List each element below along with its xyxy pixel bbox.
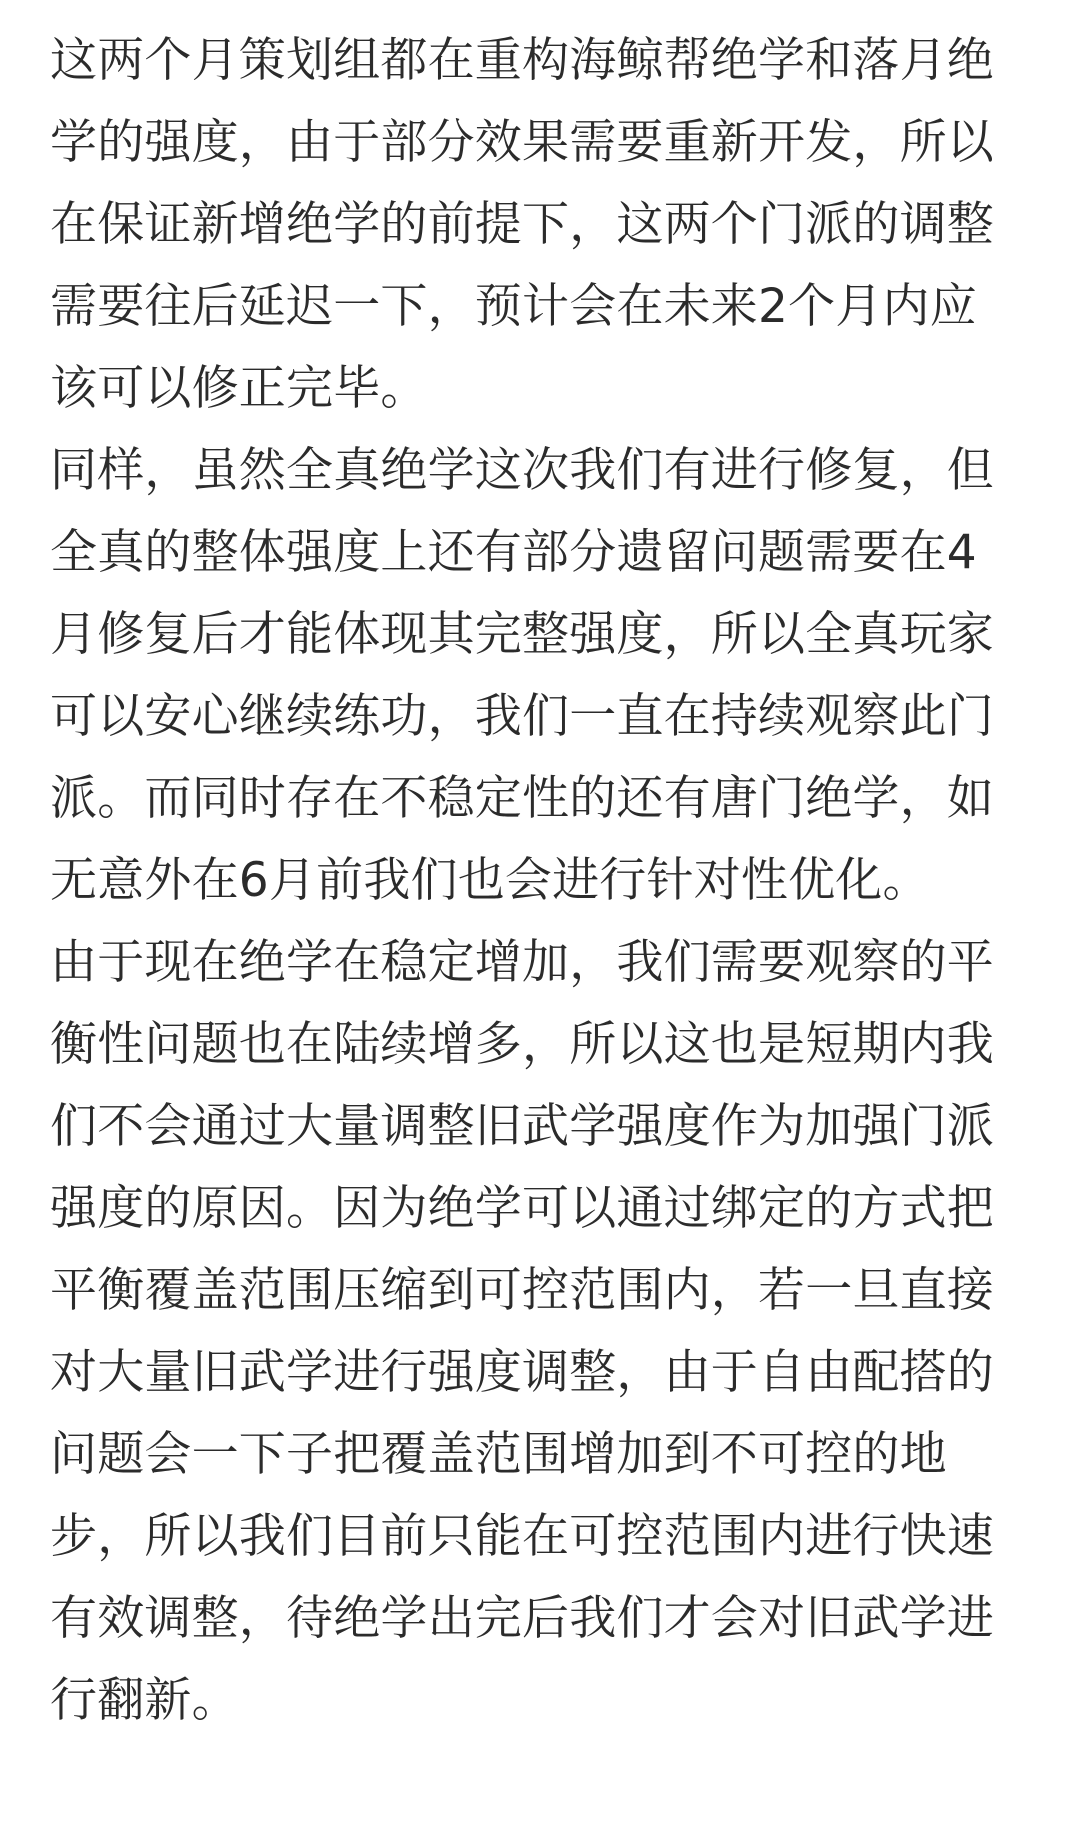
- text-line: 平衡覆盖范围压缩到可控范围内，若一旦直接: [50, 1263, 994, 1318]
- paragraph-3: [50, 922, 1035, 1742]
- text-line: 全真的整体强度上还有部分遗留问题需要在4: [50, 525, 977, 580]
- text-line: 派。而同时存在不稳定性的还有唐门绝学，如: [50, 771, 994, 826]
- text-line: 强度的原因。因为绝学可以通过绑定的方式把: [50, 1181, 994, 1236]
- text-line: 无意外在6月前我们也会进行针对性优化。: [50, 853, 930, 908]
- text-line: 这两个月策划组都在重构海鲸帮绝学和落月绝: [50, 33, 994, 88]
- text-line: 可以安心继续练功，我们一直在持续观察此门: [50, 689, 994, 744]
- text-line: 步，所以我们目前只能在可控范围内进行快速: [50, 1509, 994, 1564]
- text-line: 有效调整，待绝学出完后我们才会对旧武学进: [50, 1591, 994, 1646]
- text-line: 由于现在绝学在稳定增加，我们需要观察的平: [50, 935, 994, 990]
- text-line: 月修复后才能体现其完整强度，所以全真玩家: [50, 607, 994, 662]
- article-body: [50, 20, 1035, 1742]
- text-line: 该可以修正完毕。: [50, 361, 428, 416]
- text-line: 同样，虽然全真绝学这次我们有进行修复，但: [50, 443, 994, 498]
- text-line: 学的强度，由于部分效果需要重新开发，所以: [50, 115, 994, 170]
- text-line: 行翻新。: [50, 1673, 239, 1728]
- text-line: 需要往后延迟一下，预计会在未来2个月内应: [50, 279, 977, 334]
- paragraph-2: [50, 430, 1035, 922]
- text-line: 们不会通过大量调整旧武学强度作为加强门派: [50, 1099, 994, 1154]
- text-line: 在保证新增绝学的前提下，这两个门派的调整: [50, 197, 994, 252]
- paragraph-1: [50, 20, 1035, 430]
- text-line: 衡性问题也在陆续增多，所以这也是短期内我: [50, 1017, 994, 1072]
- text-line: 对大量旧武学进行强度调整，由于自由配搭的: [50, 1345, 994, 1400]
- text-line: 问题会一下子把覆盖范围增加到不可控的地: [50, 1427, 947, 1482]
